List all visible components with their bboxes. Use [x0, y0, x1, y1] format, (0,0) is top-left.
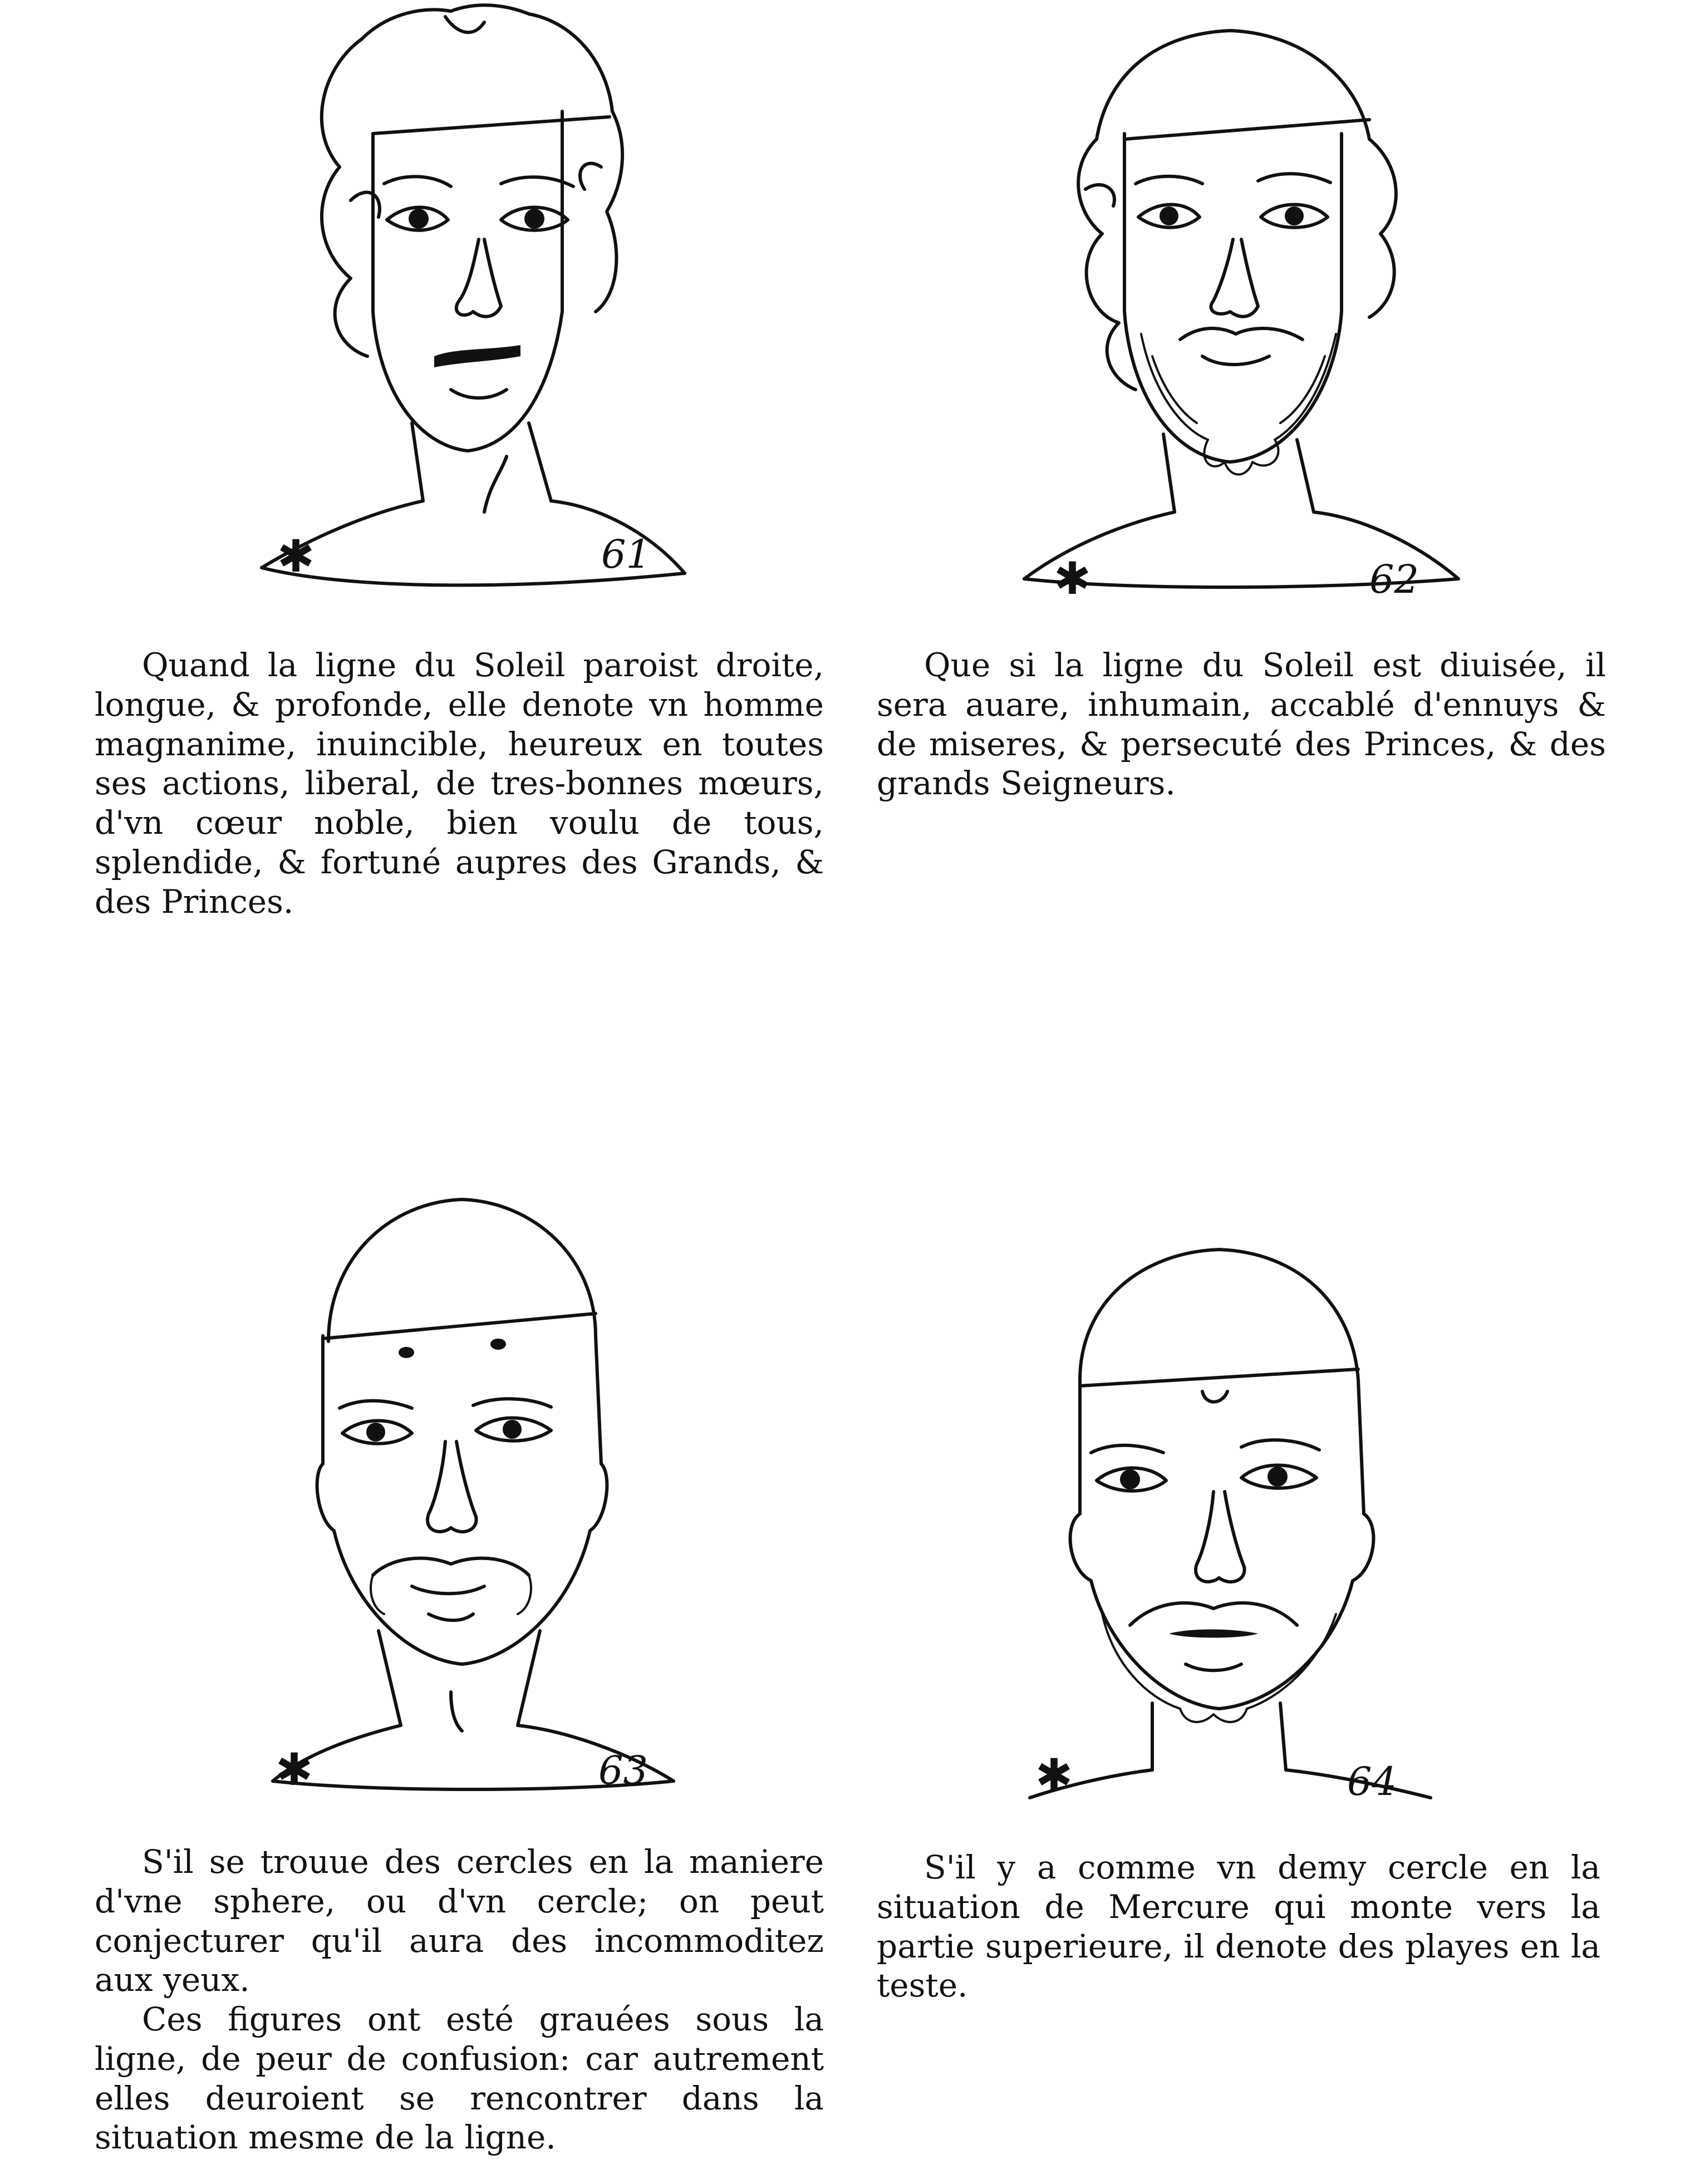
caption-61-paragraph: Quand la ligne du Soleil paroist droite, longue, & profonde, elle denote vn homme magnanime, inuincible, heureux en toutes ses actions, liberal, de tres-bonnes mœurs, d'vn cœur noble, bien voulu de tous, splendide, & fortuné aupres des Grands, & des Princes.	[95, 646, 824, 921]
figure-number-61: 61	[601, 532, 651, 577]
caption-62-paragraph: Que si la ligne du Soleil est diuisée, il sera auare, inhumain, accablé d'ennuys & de miseres, & persecuté des Princes, & des grands Seigneurs.	[877, 646, 1606, 803]
figure-number-63: 63	[598, 1748, 649, 1793]
star-marker-62: ✱	[1054, 553, 1092, 604]
figure-number-62: 62	[1369, 557, 1419, 602]
caption-61	[95, 646, 824, 921]
star-marker-63: ✱	[276, 1744, 313, 1796]
star-marker-61: ✱	[277, 530, 315, 582]
face-illustration-62	[1013, 0, 1470, 590]
caption-62	[877, 646, 1606, 803]
star-marker-64: ✱	[1035, 1749, 1073, 1801]
caption-63-paragraph-1: S'il se trouue des cercles en la maniere d'vne sphere, ou d'vn cercle; on peut conjecturer qu'il aura des incommoditez aux yeux.	[95, 1843, 824, 1999]
caption-63-paragraph-2: Ces figures ont esté grauées sous la ligne, de peur de confusion: car autrement elles deuroient se rencontrer dans la situation mesme de la ligne.	[95, 2000, 824, 2157]
face-illustration-63	[262, 1186, 696, 1796]
face-illustration-64	[1019, 1224, 1442, 1803]
face-illustration-61	[239, 0, 696, 590]
figure-number-64: 64	[1347, 1759, 1397, 1804]
caption-64-paragraph: S'il y a comme vn demy cercle en la situation de Mercure qui monte vers la partie superieure, il denote des playes en la teste.	[877, 1848, 1600, 2005]
caption-64	[877, 1848, 1600, 2005]
caption-63	[95, 1842, 824, 2157]
